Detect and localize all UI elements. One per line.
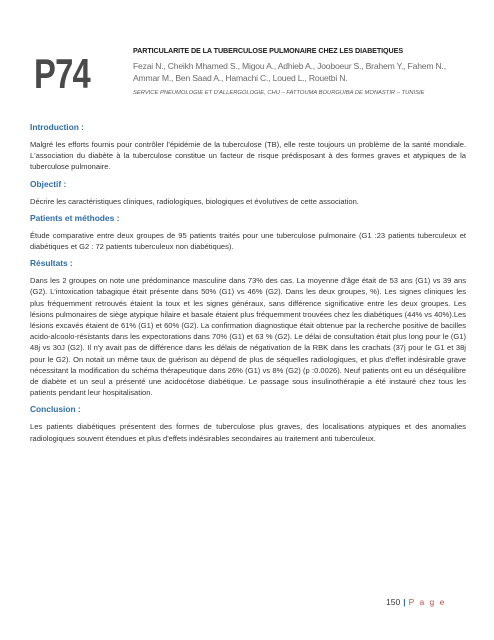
page-label: P a g e: [408, 597, 446, 607]
section-results: [30, 258, 466, 398]
section-conclusion: [30, 404, 466, 443]
article-body: [30, 122, 466, 450]
page-number: 150: [386, 597, 401, 607]
author-list: Fezai N., Cheikh Mhamed S., Migou A., Adhieb A., Jooboeur S., Brahem Y., Fahem N., Ammar M., Ben Saad A., Hamachi C., Loued L., Rouetbi N.: [133, 61, 446, 83]
section-text: Étude comparative entre deux groupes de 95 patients traités pour une tuberculose pulmonaire (G1 :23 patients tuberculeux et diabétiques et G2 : 72 patients tuberculeux non diabétiques).: [30, 230, 466, 252]
section-heading: Résultats :: [30, 258, 73, 269]
section-text: Décrire les caractéristiques cliniques, radiologiques, biologiques et évolutives de cette association.: [30, 196, 359, 206]
section-methods: [30, 213, 466, 252]
section-heading: Patients et méthodes :: [30, 212, 120, 223]
poster-code: P74: [34, 50, 90, 97]
section-text: Les patients diabétiques présentent des formes de tuberculose plus graves, des localisations atypiques et des anomalies radiologiques souvent étendues et plus d'effets indésirables secondaires au traitement anti tuberculeux.: [30, 422, 466, 443]
section-text: Malgré les efforts fournis pour contrôler l'épidémie de la tuberculose (TB), elle reste toujours un problème de la santé mondiale. L'association du diabète à la tuberculose constitue un facteur de risque prédisposant à des formes graves et atypiques de la tuberculose pulmonaire.: [30, 140, 466, 172]
page-footer: [386, 597, 446, 607]
section-heading: Introduction :: [30, 122, 84, 132]
section-heading: Objectif :: [30, 178, 67, 189]
affiliation: SERVICE PNEUMOLOGIE ET D'ALLERGOLOGIE, CHU – FATTOUMA BOURGUIBA DE MONASTIR – TUNISIE: [133, 90, 425, 96]
article-header: [133, 46, 463, 96]
section-heading: Conclusion :: [30, 404, 81, 415]
footer-separator: |: [403, 597, 406, 607]
section-text: Dans les 2 groupes on note une prédominance masculine dans 73% des cas. La moyenne d'âge était de 53 ans (G1) vs 39 ans (G2). L'intoxication tabagique était présente dans 50% (G1) vs 46% (G2). Dans les deux groupes, %). Les signes cliniques les plus fréquemment retrouvés étaient la toux et les signes généraux, sans différence significative entre les deux groupes. Les lésions pulmonaires de siège atypique hilaire et basale étaient plus fréquemment trouvées chez les diabétiques (44% vs 40%).Les lésions excavés étaient de 61% (G1) et 60% (G2). La confirmation diagnostique était obtenue par la recherche positive de bacilles acido-alcoolo-résistants dans les expectorations dans 70% (G1) et 63 % (G2). Le délai de consultation était plus long pour le (G1) 48j vs 30J (G2). Il n'y avait pas de différence dans les délais de négativation de la RBK dans les crachats (37j pour le G1 et 38j pour le G2). On notait un même taux de guérison au dépend de plus de séquelles radiologiques, et plus d'effet indésirable grave nécessitant la modification du schéma thérapeutique dans 26% (G1) vs 8% (G2) (p :0.0026). Neuf patients ont eu un déséquilibre de diabète et un seul a présenté une acidocétose diabétique. Le passage sous insulinothérapie a été instauré chez tous les patients pendant leur hospitalisation.: [30, 276, 466, 398]
section-introduction: [30, 122, 466, 173]
article-title: PARTICULARITE DE LA TUBERCULOSE PULMONAIRE CHEZ LES DIABETIQUES: [133, 46, 404, 55]
section-objectif: [30, 179, 466, 207]
